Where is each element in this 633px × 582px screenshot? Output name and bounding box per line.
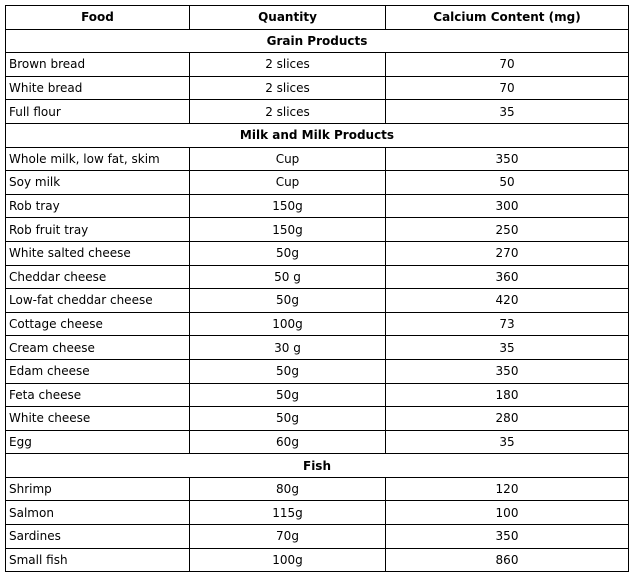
section-title: Fish [6, 454, 629, 478]
table-row [6, 53, 629, 77]
quantity-cell: 50 g [190, 265, 386, 289]
header-food: Food [6, 6, 190, 30]
table-row [6, 194, 629, 218]
quantity-cell: 2 slices [190, 76, 386, 100]
table-row [6, 477, 629, 501]
table-row [6, 312, 629, 336]
calcium-content-table [5, 5, 629, 572]
table-row [6, 289, 629, 313]
food-cell: Sardines [6, 525, 190, 549]
table-row [6, 359, 629, 383]
calcium-cell: 180 [386, 383, 629, 407]
section-row [6, 123, 629, 147]
food-cell: Low-fat cheddar cheese [6, 289, 190, 313]
calcium-cell: 420 [386, 289, 629, 313]
calcium-cell: 35 [386, 336, 629, 360]
calcium-cell: 120 [386, 477, 629, 501]
quantity-cell: 115g [190, 501, 386, 525]
table-row [6, 336, 629, 360]
food-cell: White cheese [6, 407, 190, 431]
table-row [6, 407, 629, 431]
calcium-cell: 350 [386, 147, 629, 171]
food-cell: Soy milk [6, 171, 190, 195]
food-cell: Full flour [6, 100, 190, 124]
calcium-cell: 50 [386, 171, 629, 195]
quantity-cell: Cup [190, 147, 386, 171]
food-cell: Rob tray [6, 194, 190, 218]
section-title: Grain Products [6, 29, 629, 53]
food-cell: Cheddar cheese [6, 265, 190, 289]
food-cell: White bread [6, 76, 190, 100]
food-cell: Cream cheese [6, 336, 190, 360]
food-cell: Small fish [6, 548, 190, 572]
table-body [6, 29, 629, 572]
food-cell: Feta cheese [6, 383, 190, 407]
section-title: Milk and Milk Products [6, 123, 629, 147]
food-cell: White salted cheese [6, 241, 190, 265]
header-quantity: Quantity [190, 6, 386, 30]
calcium-cell: 35 [386, 100, 629, 124]
table-row [6, 147, 629, 171]
quantity-cell: 70g [190, 525, 386, 549]
section-row [6, 29, 629, 53]
calcium-cell: 350 [386, 525, 629, 549]
table-row [6, 171, 629, 195]
calcium-cell: 100 [386, 501, 629, 525]
food-cell: Whole milk, low fat, skim [6, 147, 190, 171]
table-row [6, 501, 629, 525]
quantity-cell: 30 g [190, 336, 386, 360]
table-row [6, 383, 629, 407]
quantity-cell: 80g [190, 477, 386, 501]
calcium-cell: 860 [386, 548, 629, 572]
food-cell: Cottage cheese [6, 312, 190, 336]
table-row [6, 218, 629, 242]
quantity-cell: 60g [190, 430, 386, 454]
table-row [6, 76, 629, 100]
calcium-cell: 350 [386, 359, 629, 383]
table-row [6, 430, 629, 454]
quantity-cell: 50g [190, 359, 386, 383]
food-cell: Egg [6, 430, 190, 454]
food-cell: Shrimp [6, 477, 190, 501]
table-row [6, 548, 629, 572]
quantity-cell: 50g [190, 407, 386, 431]
calcium-table-container [5, 5, 629, 572]
quantity-cell: 50g [190, 241, 386, 265]
calcium-cell: 360 [386, 265, 629, 289]
table-row [6, 241, 629, 265]
quantity-cell: 2 slices [190, 100, 386, 124]
quantity-cell: 2 slices [190, 53, 386, 77]
food-cell: Rob fruit tray [6, 218, 190, 242]
calcium-cell: 35 [386, 430, 629, 454]
calcium-cell: 73 [386, 312, 629, 336]
table-row [6, 525, 629, 549]
section-row [6, 454, 629, 478]
calcium-cell: 300 [386, 194, 629, 218]
header-calcium: Calcium Content (mg) [386, 6, 629, 30]
calcium-cell: 270 [386, 241, 629, 265]
food-cell: Brown bread [6, 53, 190, 77]
food-cell: Edam cheese [6, 359, 190, 383]
quantity-cell: 50g [190, 289, 386, 313]
calcium-cell: 250 [386, 218, 629, 242]
quantity-cell: 150g [190, 218, 386, 242]
quantity-cell: 100g [190, 312, 386, 336]
quantity-cell: 150g [190, 194, 386, 218]
calcium-cell: 70 [386, 76, 629, 100]
quantity-cell: Cup [190, 171, 386, 195]
table-row [6, 265, 629, 289]
quantity-cell: 50g [190, 383, 386, 407]
calcium-cell: 70 [386, 53, 629, 77]
calcium-cell: 280 [386, 407, 629, 431]
food-cell: Salmon [6, 501, 190, 525]
table-row [6, 100, 629, 124]
header-row [6, 6, 629, 30]
quantity-cell: 100g [190, 548, 386, 572]
